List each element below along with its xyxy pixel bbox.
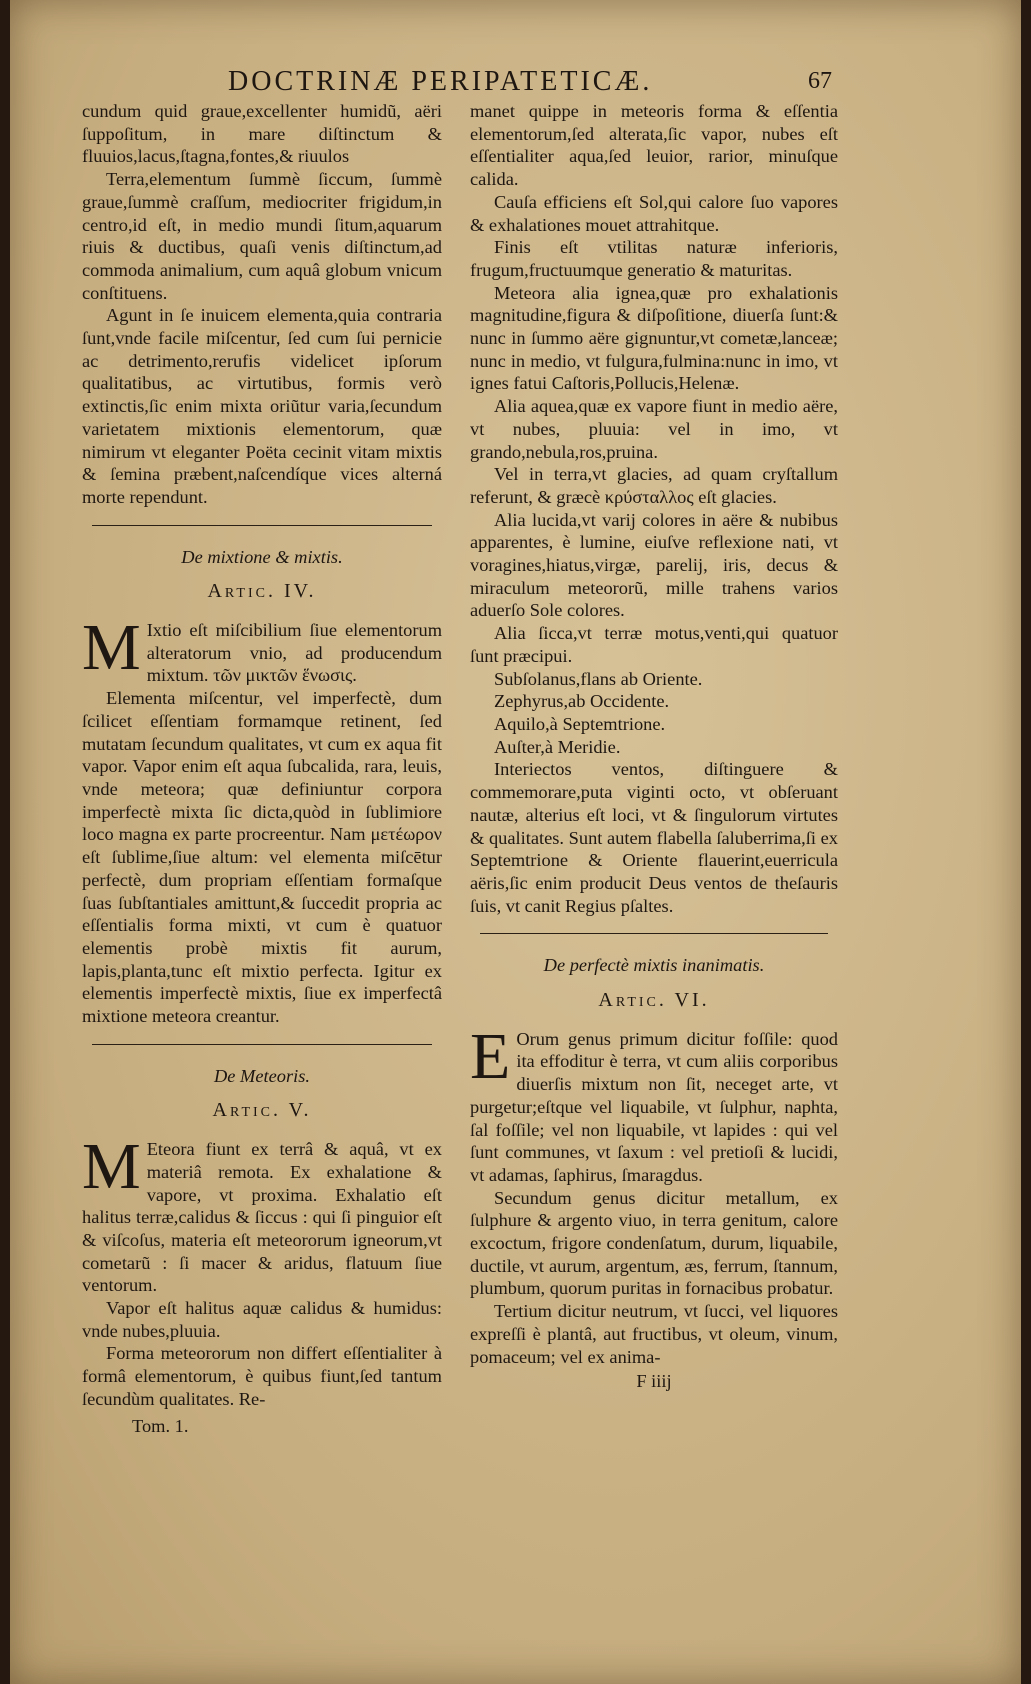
- wind-entry: Zephyrus,ab Occidente.: [494, 691, 670, 712]
- paragraph: Secundum genus dicitur metallum, ex ſulphure & argento viuo, in terra genitum, calore excoctum, frigore condenſatum, durum, liquabile, ductile, vt aurum, argentum, æs, ferrum, ſtannum, plumbum, quorum puritas in fornacibus probatur.: [470, 1187, 838, 1299]
- section-title: De perfectè mixtis inanimatis.: [543, 955, 765, 976]
- drop-cap: E: [470, 1019, 511, 1093]
- paragraph: Finis eſt vtilitas naturæ inferioris, frugum,fructuumque generatio & maturitas.: [470, 237, 838, 280]
- signature-mark: F iiij: [636, 1371, 672, 1392]
- section-divider: [480, 933, 828, 934]
- paragraph-text: Orum genus primum dicitur foſſile: quod ita effoditur è terra, vt cum aliis corporibus diuerſis mixtum non ſit, neceget arte, vt purgetur;eſtque vel liquabile, vt ſulphur, naphta, ſal foſſile; vel non liquabile, vt lapides : qui vel ſunt communes, vt ſaxum : vel pretioſi & lucidi, vt adamas, ſaphirus, ſmaragdus.: [470, 1028, 838, 1185]
- page-number: 67: [808, 68, 832, 94]
- wind-entry: Aquilo,à Septemtrione.: [494, 713, 666, 734]
- paragraph: Agunt in ſe inuicem elementa,quia contraria ſunt,vnde facile miſcentur, ſed cum ſui pernicie ac detrimento,rerufis videlicet ipſorum qualitatibus, ac virtutibus, formis verò extinctis,ſic enim mixta oriũtur varia,ſecundum varietatem mixtionis elementorum, quæ nimirum vt eleganter Poëta cecinit vitam mixtis & ſemina præbent,naſcendíque vices alterná morte rependunt.: [82, 305, 442, 507]
- paragraph: manet quippe in meteoris forma & eſſentia elementorum,ſed alterata,ſic vapor, nubes eſt eſſentialiter aqua,ſed leuior, rarior, minuſque calida.: [470, 101, 838, 190]
- paragraph: Vapor eſt halitus aquæ calidus & humidus: vnde nubes,pluuia.: [82, 1298, 442, 1341]
- paragraph: Alia aquea,quæ ex vapore fiunt in medio aëre, vt nubes, pluuia: vel in imo, vt grando,nebula,ros,pruina.: [470, 396, 838, 462]
- paragraph-text: Eteora fiunt ex terrâ & aquâ, vt ex materiâ remota. Ex exhalatione & vapore, vt proxima. Exhalatio eſt halitus terræ,calidus & ſiccus : qui ſi pinguior eſt & viſcoſus, materia eſt meteororum igneorum,vt cometarũ : ſi macer & aridus, flatuum ſiue ventorum.: [82, 1139, 442, 1296]
- paragraph: [470, 1019, 838, 1187]
- paragraph: [82, 611, 442, 687]
- paragraph: Interiectos ventos, diſtinguere & commemorare,puta viginti octo, vt obſeruant nautæ, alterius eſt loci, vt & ſingulorum virtutes & qualitates. Sunt autem flabella ſaluberrima,ſi ex Septemtrione & Oriente flauerint,euerricula aëris,ſic enim producit Deus ventos de theſauris ſuis, vt canit Regius pſaltes.: [470, 759, 838, 916]
- section-title: De Meteoris.: [213, 1065, 310, 1086]
- volume-mark: Tom. 1.: [132, 1415, 189, 1436]
- paragraph: Tertium dicitur neutrum, vt ſucci, vel liquores expreſſi è plantâ, aut fructibus, vt oleum, vinum, pomaceum; vel ex anima-: [470, 1301, 838, 1367]
- section-divider: [92, 525, 432, 526]
- wind-entry: Subſolanus,flans ab Oriente.: [494, 668, 703, 689]
- book-page: [10, 0, 1021, 1684]
- article-heading: Artic. VI.: [598, 989, 710, 1012]
- paragraph: Alia ſicca,vt terræ motus,venti,qui quatuor ſunt præcipui.: [470, 623, 838, 666]
- section-title: De mixtione & mixtis.: [181, 546, 343, 567]
- running-title: DOCTRINÆ PERIPATETICÆ.: [228, 66, 653, 97]
- running-head: [10, 66, 1021, 100]
- drop-cap: M: [82, 1130, 141, 1204]
- article-heading: Artic. IV.: [207, 580, 317, 603]
- paragraph: Vel in terra,vt glacies, ad quam cryſtallum referunt, & græcè κρύσταλλος eſt glacies.: [470, 464, 838, 507]
- paragraph-text: Ixtio eſt miſcibilium ſiue elementorum alteratorum vnio, ad producendum mixtum. τῶν μικτῶν ἕνωσις.: [146, 620, 442, 686]
- paragraph: cundum quid graue,excellenter humidũ, aëri ſuppoſitum, in mare diſtinctum & fluuios,lacus,ſtagna,fontes,& riuulos: [82, 101, 442, 167]
- article-heading: Artic. V.: [212, 1099, 312, 1122]
- section-divider: [92, 1044, 432, 1045]
- paragraph: Elementa miſcentur, vel imperfectè, dum ſcilicet eſſentiam formamque retinent, ſed mutatam ſecundum qualitates, vt cum ex aqua fit vapor. Vapor enim eſt aqua ſubcalida, rara, leuis, vnde meteora; quæ definiuntur corpora imperfectè mixta ſic dicta,quòd in ſublimiore loco magna ex parte procreentur. Nam μετέωρον eſt ſublime,ſiue altum: vel elementa miſcētur perfectè, dum propriam eſſentiam formaſque ſuas ſubſtantiales amittunt,& ſuccedit propria ac eſſentialis forma mixti, vt cum è quatuor elementis probè mixtis fit aurum, lapis,planta,tunc eſt mixtio perfecta. Igitur ex elementis imperfectè mixtis, ſiue ex imperfectâ mixtione meteora creantur.: [82, 688, 442, 1027]
- paragraph: Cauſa efficiens eſt Sol,qui calore ſuo vapores & exhalationes mouet attrahitque.: [470, 191, 838, 235]
- wind-entry: Auſter,à Meridie.: [494, 736, 621, 757]
- page-edge-left: [0, 0, 10, 1684]
- paragraph: Forma meteororum non differt eſſentialiter à formâ elementorum, è quibus fiunt,ſed tantum ſecundùm qualitates. Re-: [82, 1343, 442, 1409]
- left-column: [82, 100, 442, 1437]
- paragraph: Alia lucida,vt varij colores in aëre & nubibus apparentes, è lumine, eiuſve reflexione nati, vt voragines,hiatus,virgæ, parelij, iris, decus & miraculum meteororũ, mille trahens varios aduerſo Sole colores.: [470, 509, 838, 621]
- paragraph: Meteora alia ignea,quæ pro exhalationis magnitudine,figura & diſpoſitione, diuerſa ſunt:& nunc in ſummo aëre gignuntur,vt cometæ,lanceæ; nunc in medio, vt fulgura,fulmina:nunc in imo, vt ignes fatui Caſtoris,Pollucis,Helenæ.: [470, 282, 838, 394]
- right-column: [470, 100, 838, 1393]
- page-edge-right: [1021, 0, 1031, 1684]
- drop-cap: M: [82, 611, 141, 685]
- paragraph: [82, 1130, 442, 1297]
- paragraph: Terra,elementum ſummè ſiccum, ſummè graue,ſummè craſſum, mediocriter frigidum,in centro,id eſt, in medio mundi ſitum,aquarum riuis & ductibus, quaſi venis diſtinctum,ad commoda animalium, cum aquâ globum vnicum conſtituens.: [82, 169, 442, 303]
